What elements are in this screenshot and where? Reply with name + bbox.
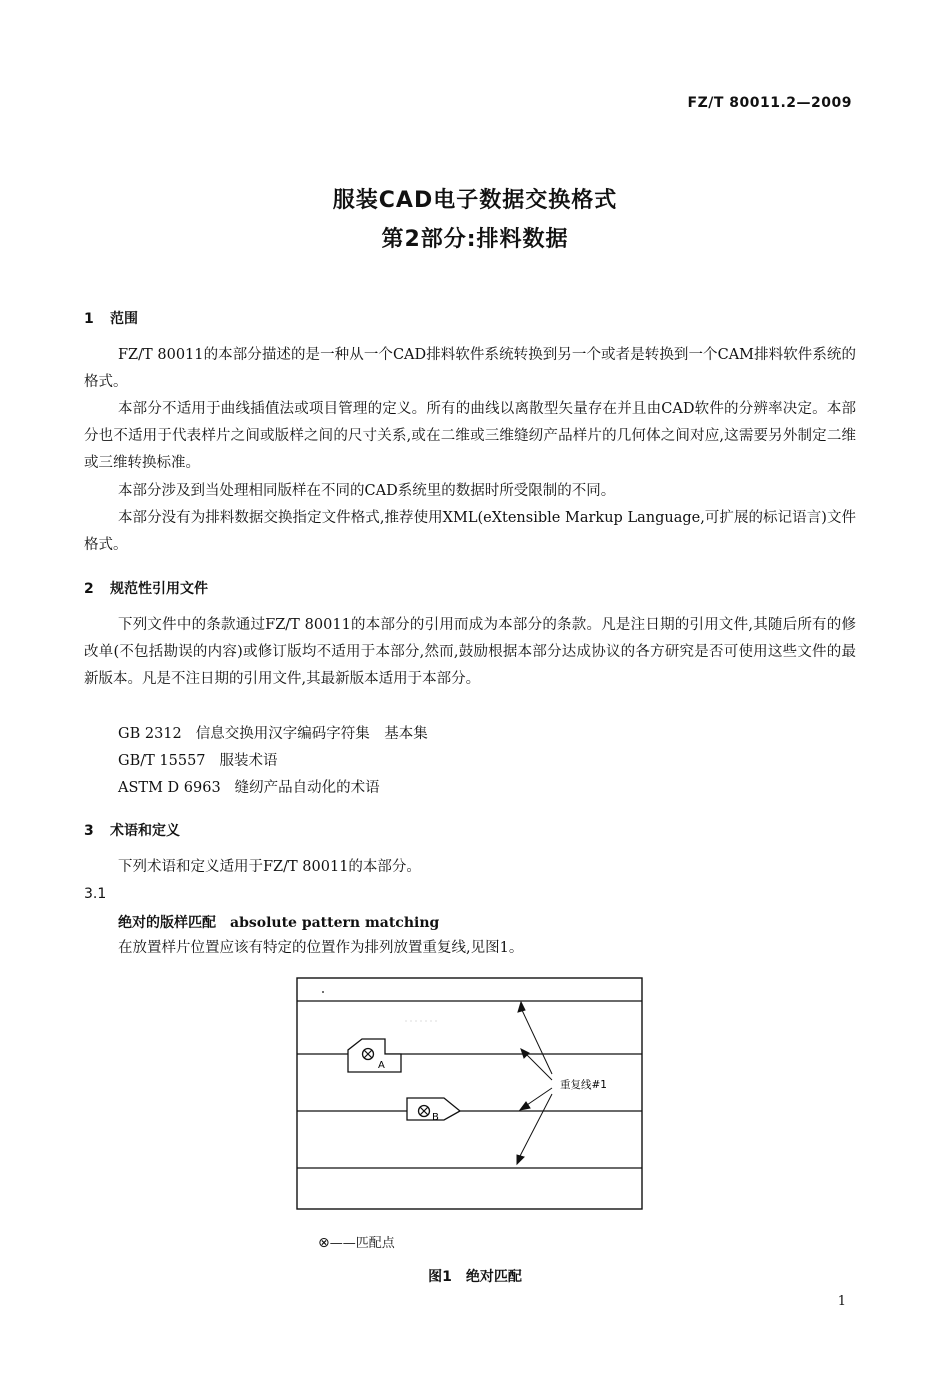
legend-text: ——匹配点 [329,1236,395,1251]
reference-item [118,776,380,797]
term-english: absolute pattern matching [230,915,440,931]
repeat-line-callout: 重复线#1 [560,1079,607,1091]
section-title: 术语和定义 [110,823,180,839]
reference-title: 缝纫产品自动化的术语 [234,780,380,796]
reference-code: GB 2312 [118,726,182,742]
piece-b-label: B [432,1112,439,1123]
callout-leaders [517,1002,552,1164]
section-2-heading [84,578,208,598]
reference-title: 信息交换用汉字编码字符集 基本集 [195,726,428,742]
section-number: 3 [84,823,94,839]
section-3-heading [84,820,180,840]
reference-item [118,722,428,743]
term-entry [118,912,439,932]
section-number: 1 [84,311,94,327]
figure-caption: 图1 绝对匹配 [428,1269,522,1285]
figure-1-diagram [290,970,650,1220]
paragraph: 下列文件中的条款通过FZ/T 80011的本部分的引用而成为本部分的条款。凡是注日期的引用文件,其随后所有的修改单(不包括勘误的内容)或修订版均不适用于本部分,然而,鼓励根据本部分达成协议的各方研究是否可使用这些文件的最新版本。凡是不注日期的引用文件,其最新版本适用于本部分。 [84,617,856,687]
reference-code: GB/T 15557 [118,753,206,769]
paragraph: 本部分不适用于曲线插值法或项目管理的定义。所有的曲线以离散型矢量存在并且由CAD软件的分辨率决定。本部分也不适用于代表样片之间或版样之间的尺寸关系,或在二维或三维缝纫产品样片的几何体之间对应,这需要另外制定二维或三维转换标准。 [84,401,856,471]
speck [322,991,324,993]
paragraph: 本部分没有为排料数据交换指定文件格式,推荐使用XML(eXtensible Markup Language,可扩展的标记语言)文件格式。 [84,510,856,553]
document-title-line2: 第2部分:排料数据 [381,227,569,252]
reference-title: 服装术语 [219,753,278,769]
piece-a-label: A [378,1060,385,1071]
match-point-icon: ⊗ [318,1235,330,1251]
standard-code: FZ/T 80011.2—2009 [687,95,852,111]
document-title-line1: 服装CAD电子数据交换格式 [332,188,618,213]
figure-legend [318,1232,395,1251]
page-number: 1 [837,1294,846,1309]
paragraph: FZ/T 80011的本部分描述的是一种从一个CAD排料软件系统转换到另一个或者是转换到一个CAM排料软件系统的格式。 [84,347,856,390]
section-title: 范围 [110,311,138,327]
term-definition: 在放置样片位置应该有特定的位置作为排列放置重复线,见图1。 [118,940,524,956]
pattern-piece-a [348,1039,401,1072]
paragraph: 本部分涉及到当处理相同版样在不同的CAD系统里的数据时所受限制的不同。 [118,483,616,499]
term-number: 3.1 [84,886,107,902]
section-1-heading [84,308,138,328]
section-title: 规范性引用文件 [110,581,208,597]
marker-frame [297,978,642,1209]
term-chinese: 绝对的版样匹配 [118,915,216,931]
paragraph: 下列术语和定义适用于FZ/T 80011的本部分。 [118,859,421,875]
reference-item [118,749,278,770]
section-number: 2 [84,581,94,597]
reference-code: ASTM D 6963 [118,780,221,796]
